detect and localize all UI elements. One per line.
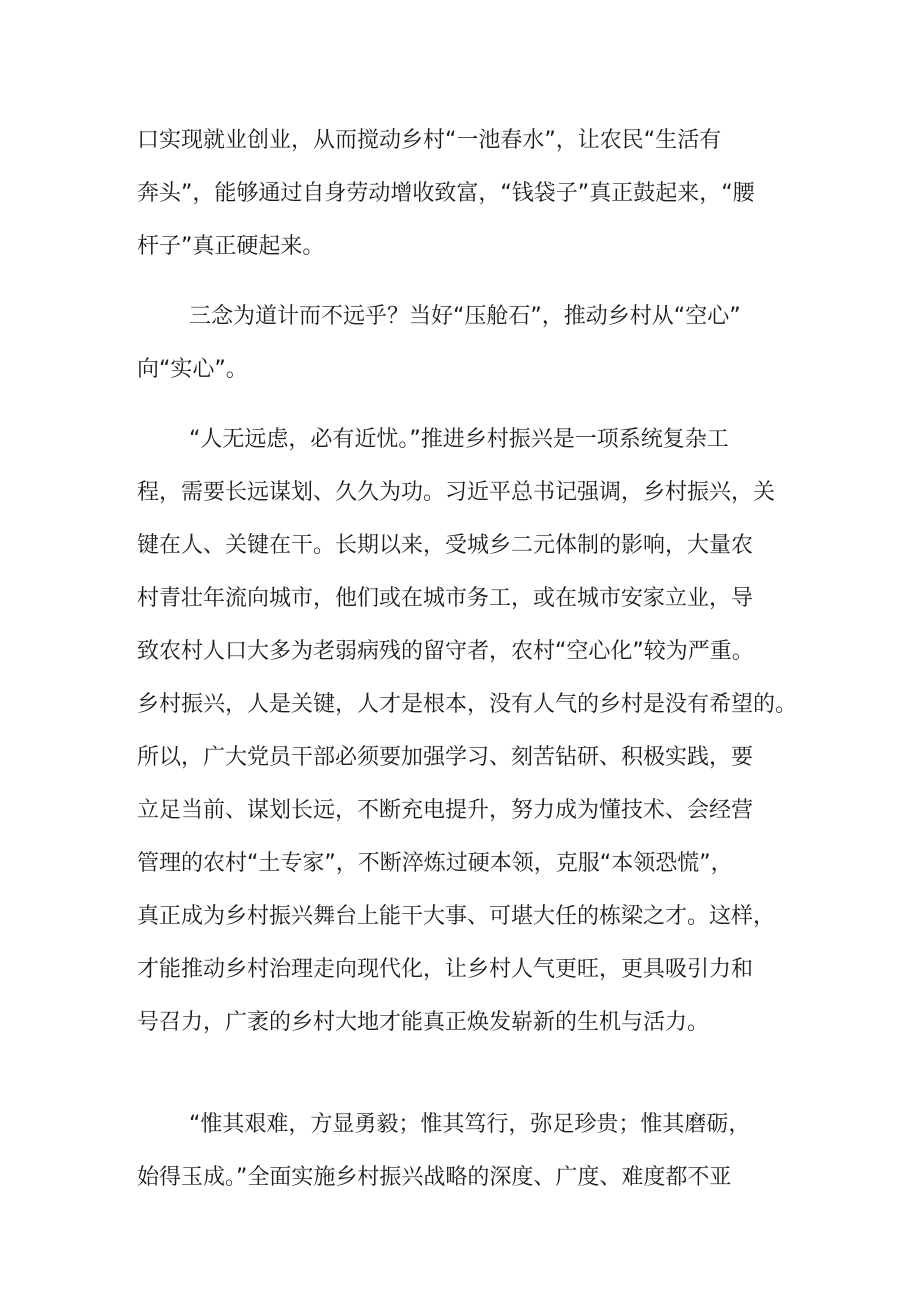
paragraph-3-line-11: 才能推动乡村治理走向现代化，让乡村人气更旺，更具吸引力和: [137, 957, 754, 982]
paragraph-1-line-2: 奔头”，能够通过自身劳动增收致富，“钱袋子”真正鼓起来，“腰: [137, 181, 755, 206]
paragraph-3-line-1: “人无远虑，必有近忧。”推进乡村振兴是一项系统复杂工: [189, 427, 729, 452]
paragraph-4-line-2: 始得玉成。”全面实施乡村振兴战略的深度、广度、难度都不亚: [137, 1165, 732, 1190]
paragraph-3-line-6: 乡村振兴，人是关键，人才是根本，没有人气的乡村是没有希望的。: [137, 692, 798, 717]
paragraph-3-line-12: 号召力，广袤的乡村大地才能真正焕发崭新的生机与活力。: [137, 1010, 710, 1035]
paragraph-3-line-8: 立足当前、谋划长远，不断充电提升，努力成为懂技术、会经营: [137, 798, 754, 823]
paragraph-1-line-1: 口实现就业创业，从而搅动乡村“一池春水”，让农民“生活有: [137, 128, 722, 153]
paragraph-2-line-1: 三念为道计而不远乎？当好“压舱石”，推动乡村从“空心”: [189, 304, 741, 329]
paragraph-3-line-5: 致农村人口大多为老弱病残的留守者，农村“空心化”较为严重。: [137, 639, 754, 664]
paragraph-3-line-7: 所以，广大党员干部必须要加强学习、刻苦钻研、积极实践，要: [137, 745, 754, 770]
paragraph-2-line-2: 向“实心”。: [137, 357, 248, 382]
paragraph-3-line-2: 程，需要长远谋划、久久为功。习近平总书记强调，乡村振兴，关: [137, 480, 776, 505]
paragraph-3-line-9: 管理的农村“土专家”，不断淬炼过硬本领，克服“本领恐慌”，: [137, 851, 733, 876]
paragraph-3-line-10: 真正成为乡村振兴舞台上能干大事、可堪大任的栋梁之才。这样，: [137, 904, 776, 929]
paragraph-4-line-1: “惟其艰难，方显勇毅；惟其笃行，弥足珍贵；惟其磨砺，: [189, 1112, 751, 1137]
paragraph-1-line-3: 杆子”真正硬起来。: [137, 234, 325, 259]
paragraph-3-line-3: 键在人、关键在干。长期以来，受城乡二元体制的影响，大量农: [137, 533, 754, 558]
paragraph-3-line-4: 村青壮年流向城市，他们或在城市务工，或在城市安家立业，导: [137, 586, 754, 611]
